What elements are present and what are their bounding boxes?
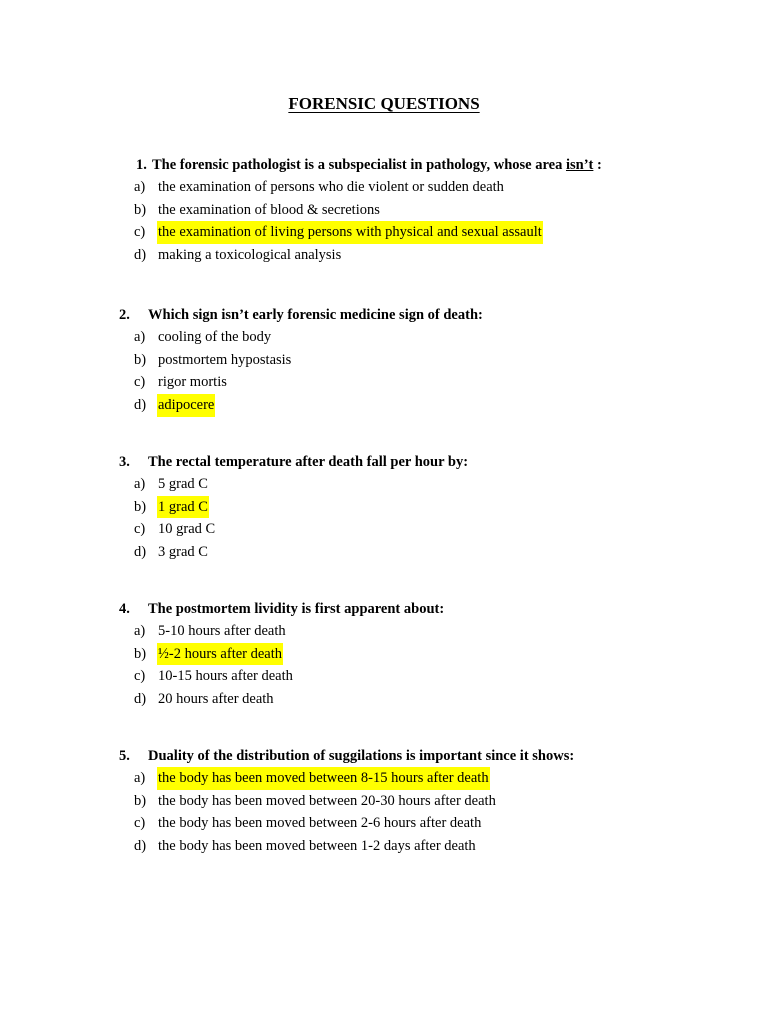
option-letter: c) bbox=[134, 521, 146, 538]
option-text-highlighted: the body has been moved between 8-15 hours after death bbox=[157, 767, 490, 790]
question-number: 5. bbox=[119, 748, 130, 764]
option-c bbox=[0, 665, 768, 688]
option-letter: c) bbox=[134, 374, 146, 391]
option-b bbox=[0, 496, 768, 519]
option-c bbox=[0, 371, 768, 394]
option-list bbox=[0, 473, 768, 564]
question-emphasis: isn’t bbox=[565, 157, 594, 173]
option-a bbox=[0, 176, 768, 199]
question-stem bbox=[0, 451, 768, 473]
option-text-highlighted: ½-2 hours after death bbox=[157, 643, 283, 666]
option-letter: a) bbox=[134, 329, 146, 345]
option-letter: b) bbox=[134, 792, 147, 809]
option-text-highlighted: the examination of living persons with physical and sexual assault bbox=[157, 221, 543, 244]
question-number: 3. bbox=[119, 454, 130, 470]
option-text: the body has been moved between 20-30 hours after death bbox=[158, 792, 496, 809]
option-letter: d) bbox=[134, 247, 147, 264]
option-letter: a) bbox=[134, 179, 146, 195]
option-d bbox=[0, 688, 768, 711]
option-text: the body has been moved between 1-2 days after death bbox=[158, 838, 476, 855]
option-letter: b) bbox=[134, 498, 147, 515]
option-a bbox=[0, 326, 768, 349]
question-text: Duality of the distribution of suggilations is important since it shows: bbox=[148, 748, 575, 764]
option-letter: c) bbox=[134, 815, 146, 832]
question-text: Which sign isn’t early forensic medicine sign of death: bbox=[148, 307, 483, 323]
question-number: 1. bbox=[136, 157, 147, 173]
question-1 bbox=[0, 154, 768, 267]
option-text: 10 grad C bbox=[158, 521, 216, 538]
option-letter: d) bbox=[134, 691, 147, 708]
option-a bbox=[0, 620, 768, 643]
option-text: 5-10 hours after death bbox=[158, 623, 286, 639]
question-text: The rectal temperature after death fall per hour by: bbox=[148, 454, 469, 470]
question-stem bbox=[0, 745, 768, 767]
question-5 bbox=[0, 745, 768, 858]
option-list bbox=[0, 767, 768, 858]
option-letter: b) bbox=[134, 645, 147, 662]
option-text-highlighted: adipocere bbox=[157, 394, 215, 417]
question-stem bbox=[0, 304, 768, 326]
question-3 bbox=[0, 451, 768, 564]
question-number: 2. bbox=[119, 307, 130, 323]
option-letter: a) bbox=[134, 770, 146, 786]
option-letter: b) bbox=[134, 351, 147, 368]
option-text: 5 grad C bbox=[158, 476, 208, 492]
option-letter: c) bbox=[134, 224, 146, 241]
option-b bbox=[0, 199, 768, 222]
option-text: 10-15 hours after death bbox=[158, 668, 293, 685]
option-d bbox=[0, 835, 768, 858]
question-stem bbox=[0, 154, 768, 176]
option-b bbox=[0, 643, 768, 666]
option-c bbox=[0, 812, 768, 835]
option-letter: d) bbox=[134, 544, 147, 561]
question-number: 4. bbox=[119, 601, 130, 617]
option-d bbox=[0, 244, 768, 267]
option-letter: d) bbox=[134, 838, 147, 855]
option-text: the examination of persons who die violent or sudden death bbox=[158, 179, 504, 195]
page-title: FORENSIC QUESTIONS bbox=[288, 94, 480, 113]
option-list bbox=[0, 176, 768, 267]
option-text: 3 grad C bbox=[158, 544, 208, 561]
option-text-highlighted: 1 grad C bbox=[157, 496, 209, 519]
option-text: postmortem hypostasis bbox=[158, 351, 292, 368]
question-text bbox=[152, 154, 602, 176]
option-letter: a) bbox=[134, 623, 146, 639]
option-list bbox=[0, 620, 768, 711]
option-d bbox=[0, 541, 768, 564]
question-2 bbox=[0, 304, 768, 417]
option-b bbox=[0, 790, 768, 813]
question-text-main: The forensic pathologist is a subspecialist in pathology, whose area bbox=[152, 157, 563, 173]
option-d bbox=[0, 394, 768, 417]
option-text: making a toxicological analysis bbox=[158, 247, 342, 264]
option-letter: d) bbox=[134, 397, 147, 414]
question-4 bbox=[0, 598, 768, 711]
question-text: The postmortem lividity is first apparent about: bbox=[148, 601, 445, 617]
question-stem bbox=[0, 598, 768, 620]
option-letter: c) bbox=[134, 668, 146, 685]
option-b bbox=[0, 349, 768, 372]
option-text: the examination of blood & secretions bbox=[158, 201, 380, 218]
option-c bbox=[0, 221, 768, 244]
option-text: the body has been moved between 2-6 hours after death bbox=[158, 815, 482, 832]
option-letter: a) bbox=[134, 476, 146, 492]
option-c bbox=[0, 518, 768, 541]
option-text: rigor mortis bbox=[158, 374, 227, 391]
option-letter: b) bbox=[134, 201, 147, 218]
option-a bbox=[0, 767, 768, 790]
option-list bbox=[0, 326, 768, 417]
question-text-end: : bbox=[593, 157, 602, 173]
option-text: 20 hours after death bbox=[158, 691, 274, 708]
option-a bbox=[0, 473, 768, 496]
option-text: cooling of the body bbox=[158, 329, 272, 345]
